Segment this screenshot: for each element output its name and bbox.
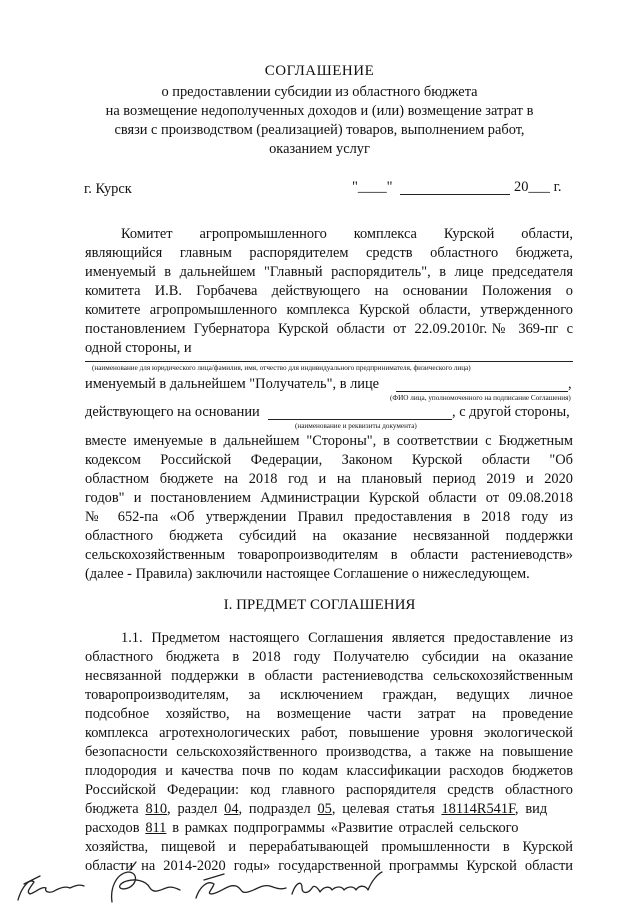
subject-line-7: безопасности сельскохозяйственного производства, а также на повышение (85, 744, 573, 760)
handwritten-signatures (0, 858, 639, 905)
subject-word: личное (529, 687, 573, 703)
intro-line-7: одной стороны, и (85, 340, 192, 356)
recipient-line-2: действующего на основании (85, 404, 260, 420)
intro-word: Курской (443, 226, 495, 242)
parties-line-4: годов" и постановлением Администрации Курской области от 09.08.2018 (85, 490, 573, 506)
text-fragment: расходов (85, 820, 146, 836)
subject-line-4 (85, 688, 573, 702)
subtitle-line-1: о предоставлении субсидии из областного бюджета (161, 84, 478, 100)
subject-line-12: хозяйства, пищевой и перерабатывающей промышленности в Курской (85, 839, 573, 855)
parties-line-6: областного бюджета субсидий на оказание несвязанной поддержки (85, 528, 573, 544)
representative-note: (ФИО лица, уполномоченного на подписание Соглашения) (390, 394, 571, 402)
subject-line-1: 1.1. Предметом настоящего Соглашения является предоставление из (121, 630, 573, 646)
text-fragment: , вид (514, 801, 548, 817)
intro-word: Комитет (121, 226, 173, 242)
parties-line-8: (далее - Правила) заключили настоящее Соглашение о нижеследующем. (85, 566, 530, 582)
intro-line-3: именуемый в дальнейшем "Главный распорядитель", в лице председателя (85, 264, 573, 280)
intro-line-4: комитета И.В. Горбачева действующего на основании Положения о (85, 283, 573, 299)
date-month-line (400, 194, 510, 195)
subject-word: товаропроизводителям, (85, 687, 229, 703)
text-fragment: , подраздел (238, 801, 318, 817)
document-title: СОГЛАШЕНИЕ (264, 63, 375, 79)
parties-line-5: № 652-па «Об утверждении Правил предоставления в 2018 году из (85, 509, 573, 525)
recipient-name-note: (наименование для юридического лица/фамилия, имя, отчество для индивидуального предпринимателя, физического лица) (92, 364, 471, 372)
recipient-line-2-end: , с другой стороны, (452, 404, 570, 420)
subject-word: исключением (279, 687, 363, 703)
date-day: "____" (352, 179, 393, 195)
subject-line-2: областного бюджета в 2018 году Получателю субсидии на оказание (85, 649, 573, 665)
subject-line-8: плодородия и качества почв по кодам классификации расходов бюджетов (85, 763, 573, 779)
recipient-line-1-end: , (568, 376, 572, 392)
subject-line-11 (85, 821, 573, 835)
subject-word: за (248, 687, 261, 703)
recipient-line-1: именуемый в дальнейшем "Получатель", в лице (85, 376, 380, 392)
parties-line-1: вместе именуемые в дальнейшем "Стороны", в соответствии с Бюджетным (85, 433, 573, 449)
code-subsection: 05 (317, 801, 332, 817)
parties-line-2: кодексом Российской Федерации, Законом Курской области "Об (85, 452, 573, 468)
code-expense-type: 811 (145, 820, 167, 836)
subject-word: ведущих (456, 687, 510, 703)
subject-line-6: комплекса агротехнологических работ, повышение уровня экологической (85, 725, 573, 741)
city: г. Курск (84, 181, 132, 197)
subject-line-10 (85, 802, 573, 816)
intro-line-6: постановлением Губернатора Курской области от 22.09.2010г.№ 369-пг с (85, 321, 573, 337)
code-main-manager: 810 (145, 801, 168, 817)
intro-line-2: являющийся главным распорядителем средств областного бюджета, (85, 245, 573, 261)
text-fragment: , раздел (167, 801, 225, 817)
subtitle-line-4: оказанием услуг (269, 141, 370, 157)
subject-line-13: области на 2014-2020 годы» государственной программы Курской области (85, 858, 573, 874)
parties-line-3: областном бюджете на 2018 год и на плановый период 2019 и 2020 (85, 471, 573, 487)
subject-line-9: Российской Федерации: код главного распорядителя средств областного (85, 782, 573, 798)
recipient-name-line (85, 361, 573, 362)
subject-word: граждан, (382, 687, 437, 703)
code-target-article: 18114R541F (441, 801, 515, 817)
date-year: 20___ г. (514, 179, 562, 195)
basis-document-line (268, 419, 452, 420)
subject-line-3: несвязанной поддержки в области растениеводства сельскохозяйственным (85, 668, 573, 684)
subtitle-line-2: на возмещение недополученных доходов и (или) возмещение затрат в (105, 103, 534, 119)
intro-word: комплекса (353, 226, 417, 242)
subtitle-line-3: связи с производством (реализацией) товаров, выполнением работ, (114, 122, 525, 138)
representative-line (396, 391, 568, 392)
subject-line-5: подсобное хозяйство, на возмещение части затрат на проведение (85, 706, 573, 722)
intro-word: агропромышленного (199, 226, 327, 242)
parties-line-7: сельскохозяйственным товаропроизводителям в области растениеводств» (85, 547, 573, 563)
intro-line-5: комитете агропромышленного комплекса Курской области, утвержденного (85, 302, 573, 318)
text-fragment: бюджета (85, 801, 146, 817)
basis-document-note: (наименование и реквизиты документа) (295, 422, 417, 430)
intro-line-1 (85, 227, 573, 241)
section-heading: I. ПРЕДМЕТ СОГЛАШЕНИЯ (223, 597, 416, 613)
code-section: 04 (224, 801, 239, 817)
text-fragment: в рамках подпрограммы «Развитие отраслей сельского (166, 820, 519, 836)
text-fragment: , целевая статья (331, 801, 442, 817)
intro-word: области, (521, 226, 573, 242)
